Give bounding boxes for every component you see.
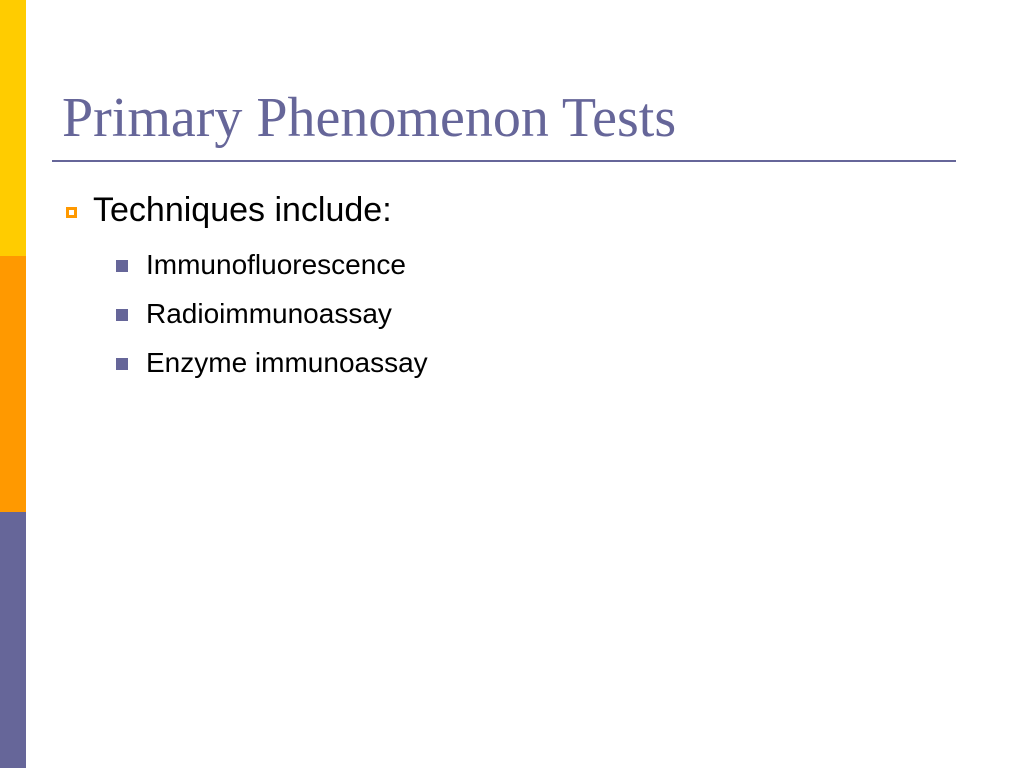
slide-title: Primary Phenomenon Tests [62, 87, 677, 149]
sub-bullet-item [116, 289, 428, 338]
sub-bullet-text: Immunofluorescence [146, 248, 406, 280]
side-band-orange [0, 256, 26, 512]
bullet-text: Techniques include: [93, 191, 392, 229]
sub-bullet-text: Radioimmunoassay [146, 297, 392, 329]
title-underline [52, 160, 956, 162]
sub-bullet-item [116, 240, 428, 289]
solid-square-bullet-icon [116, 260, 128, 272]
side-band-yellow [0, 0, 26, 256]
sub-bullet-text: Enzyme immunoassay [146, 346, 428, 378]
solid-square-bullet-icon [116, 358, 128, 370]
sub-bullet-list [116, 240, 428, 387]
sub-bullet-item [116, 338, 428, 387]
bullet-techniques [66, 188, 392, 232]
side-band-purple [0, 512, 26, 768]
hollow-square-bullet-icon [66, 207, 77, 218]
solid-square-bullet-icon [116, 309, 128, 321]
